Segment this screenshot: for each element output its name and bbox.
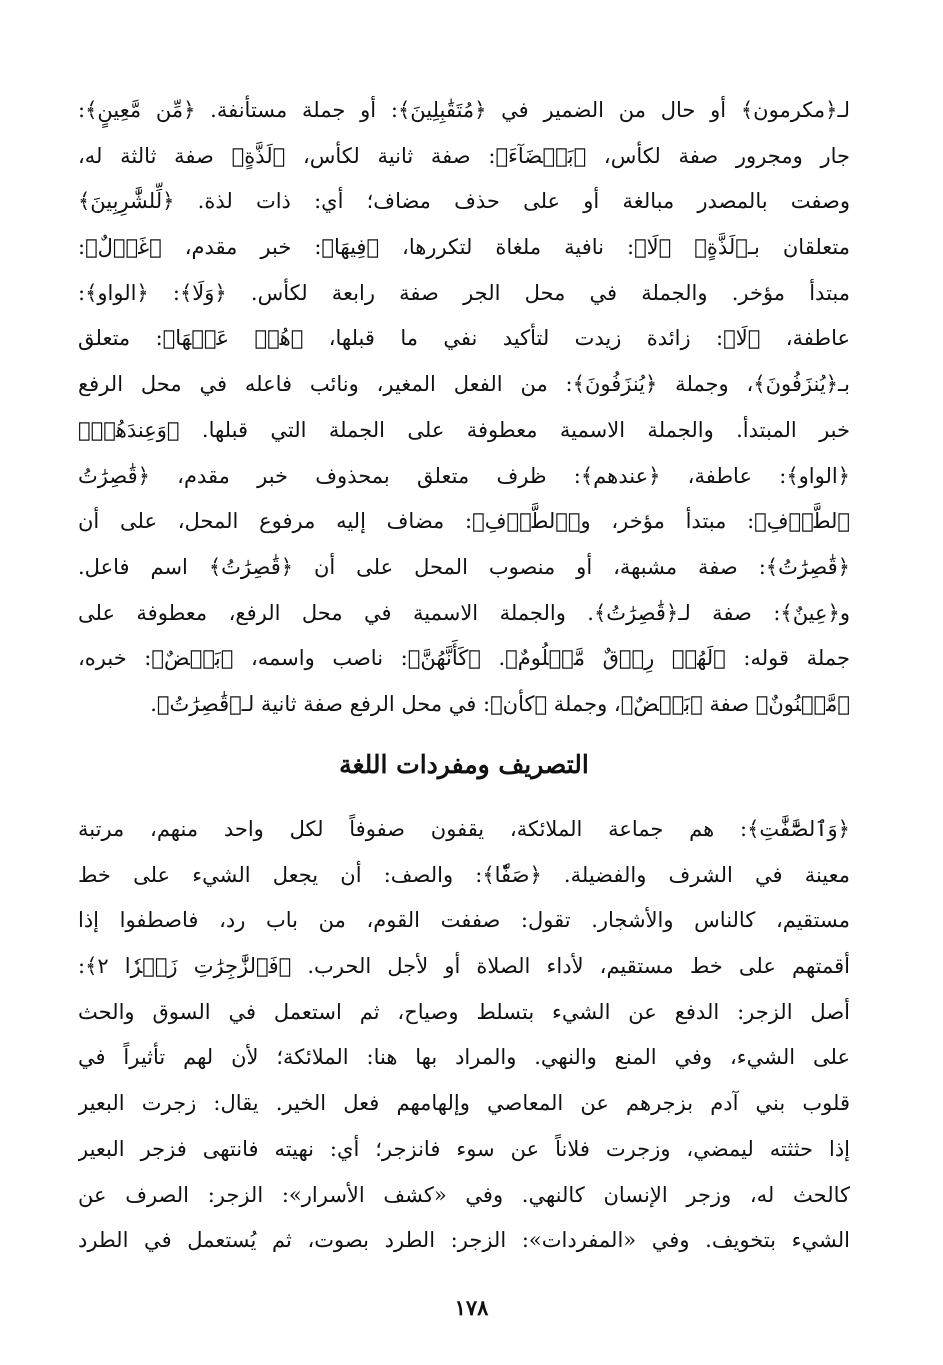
text-line: ﴿مَّكۡنُونٌ﴾ صفة ﴿بَيۡضٌ﴾، وجملة ﴿كأن﴾: في محل الرفع صفة ثانية لـ﴿قَٰصِرَٰتُ﴾.	[150, 691, 850, 716]
text-line: الشيء بتخويف. وفي «المفردات»: الزجر: الطرد بصوت، ثم يُستعمل في الطرد	[78, 1228, 850, 1253]
text-line: وصفت بالمصدر مبالغة أو على حذف مضاف؛ أي: ذات لذة. ﴿لِّلشَّٰرِبِينَ﴾	[78, 189, 850, 214]
text-line: مستقيم، كالناس والأشجار. تقول: صففت القوم، من باب رد، فاصطفوا إذا	[78, 908, 850, 933]
text-line: بـ﴿يُنزَفُونَ﴾، وجملة ﴿يُنزَفُونَ﴾: من الفعل المغير، ونائب فاعله في محل الرفع	[78, 372, 850, 397]
section-title: التصريف ومفردات اللغة	[339, 750, 589, 779]
text-line: أقمتهم على خط مستقيم، لأداء الصلاة أو لأجل الحرب. ﴿فَٱلزَّٰجِرَٰتِ زَجۡرٗا ٢﴾:	[78, 954, 850, 979]
text-line: لـ﴿مكرمون﴾ أو حال من الضمير في ﴿مُتَقَٰبِلِينَ﴾: أو جملة مستأنفة. ﴿مِّن مَّعِينٍ﴾:	[78, 98, 850, 122]
text-line: إذا حثثته ليمضي، وزجرت فلاناً عن سوء فانزجر؛ أي: نهيته فانتهى فزجر البعير	[78, 1136, 850, 1161]
text-line: مبتدأ مؤخر. والجملة في محل الجر صفة رابعة لكأس. ﴿وَلَا﴾: ﴿الواو﴾:	[78, 280, 850, 305]
commentary-paragraph	[78, 88, 850, 728]
text-line: و﴿عِينٌ﴾: صفة لـ﴿قَٰصِرَٰتُ﴾. والجملة الاسمية في محل الرفع، معطوفة على	[78, 600, 850, 625]
text-line: خبر المبتدأ. والجملة الاسمية معطوفة على الجملة التي قبلها. ﴿وَعِندَهُمۡ﴾	[78, 417, 850, 442]
text-line: جار ومجرور صفة لكأس، ﴿بَيۡضَآءَ﴾: صفة ثانية لكأس، ﴿لَذَّةٍ﴾ صفة ثالثة له،	[78, 143, 850, 168]
text-line: على الشيء، وفي المنع والنهي. والمراد بها هنا: الملائكة؛ لأن لهم تأثيراً في	[78, 1045, 850, 1070]
text-line: عاطفة، ﴿لَا﴾: زائدة زيدت لتأكيد نفي ما قبلها، ﴿هُمۡ عَنۡهَا﴾: متعلق	[78, 326, 850, 351]
text-line: جملة قوله: ﴿لَهُمۡ رِزۡقٌ مَّعۡلُومٌ﴾. ﴿كَأَنَّهُنَّ﴾: ناصب واسمه، ﴿بَيۡضٌ﴾: خبره،	[78, 646, 850, 671]
text-line: ﴿وَٱلصَّٰٓفَّٰتِ﴾: هم جماعة الملائكة، يقفون صفوفاً لكل واحد منهم، مرتبة	[78, 817, 850, 841]
text-line: ٱلطَّرۡفِ﴾: مبتدأ مؤخر، و﴿ٱلطَّرۡفِ﴾: مضاف إليه مرفوع المحل، على أن	[78, 509, 850, 534]
vocabulary-paragraph	[78, 807, 850, 1264]
text-line: ﴿قَٰصِرَٰتُ﴾: صفة مشبهة، أو منصوب المحل على أن ﴿قَٰصِرَٰتُ﴾ اسم فاعل.	[78, 554, 850, 579]
text-line: متعلقان بـ﴿لَذَّةٍ﴾ ﴿لَا﴾: نافية ملغاة لتكررها، ﴿فِيهَا﴾: خبر مقدم، ﴿غَوۡلٌ﴾:	[78, 235, 850, 260]
text-line: أصل الزجر: الدفع عن الشيء بتسلط وصياح، ثم استعمل في السوق والحث	[78, 999, 850, 1024]
text-line: معينة في الشرف والفضيلة. ﴿صَفّٗا﴾: والصف: أن يجعل الشيء على خط	[78, 862, 850, 887]
page-number: ١٧٨	[454, 1295, 489, 1320]
text-line: قلوب بني آدم بزجرهم عن المعاصي وإلهامهم فعل الخير. يقال: زجرت البعير	[78, 1091, 850, 1116]
text-line: كالحث له، وزجر الإنسان كالنهي. وفي «كشف الأسرار»: الزجر: الصرف عن	[78, 1182, 850, 1207]
text-line: ﴿الواو﴾: عاطفة، ﴿عندهم﴾: ظرف متعلق بمحذوف خبر مقدم، ﴿قَٰصِرَٰتُ	[78, 463, 850, 488]
